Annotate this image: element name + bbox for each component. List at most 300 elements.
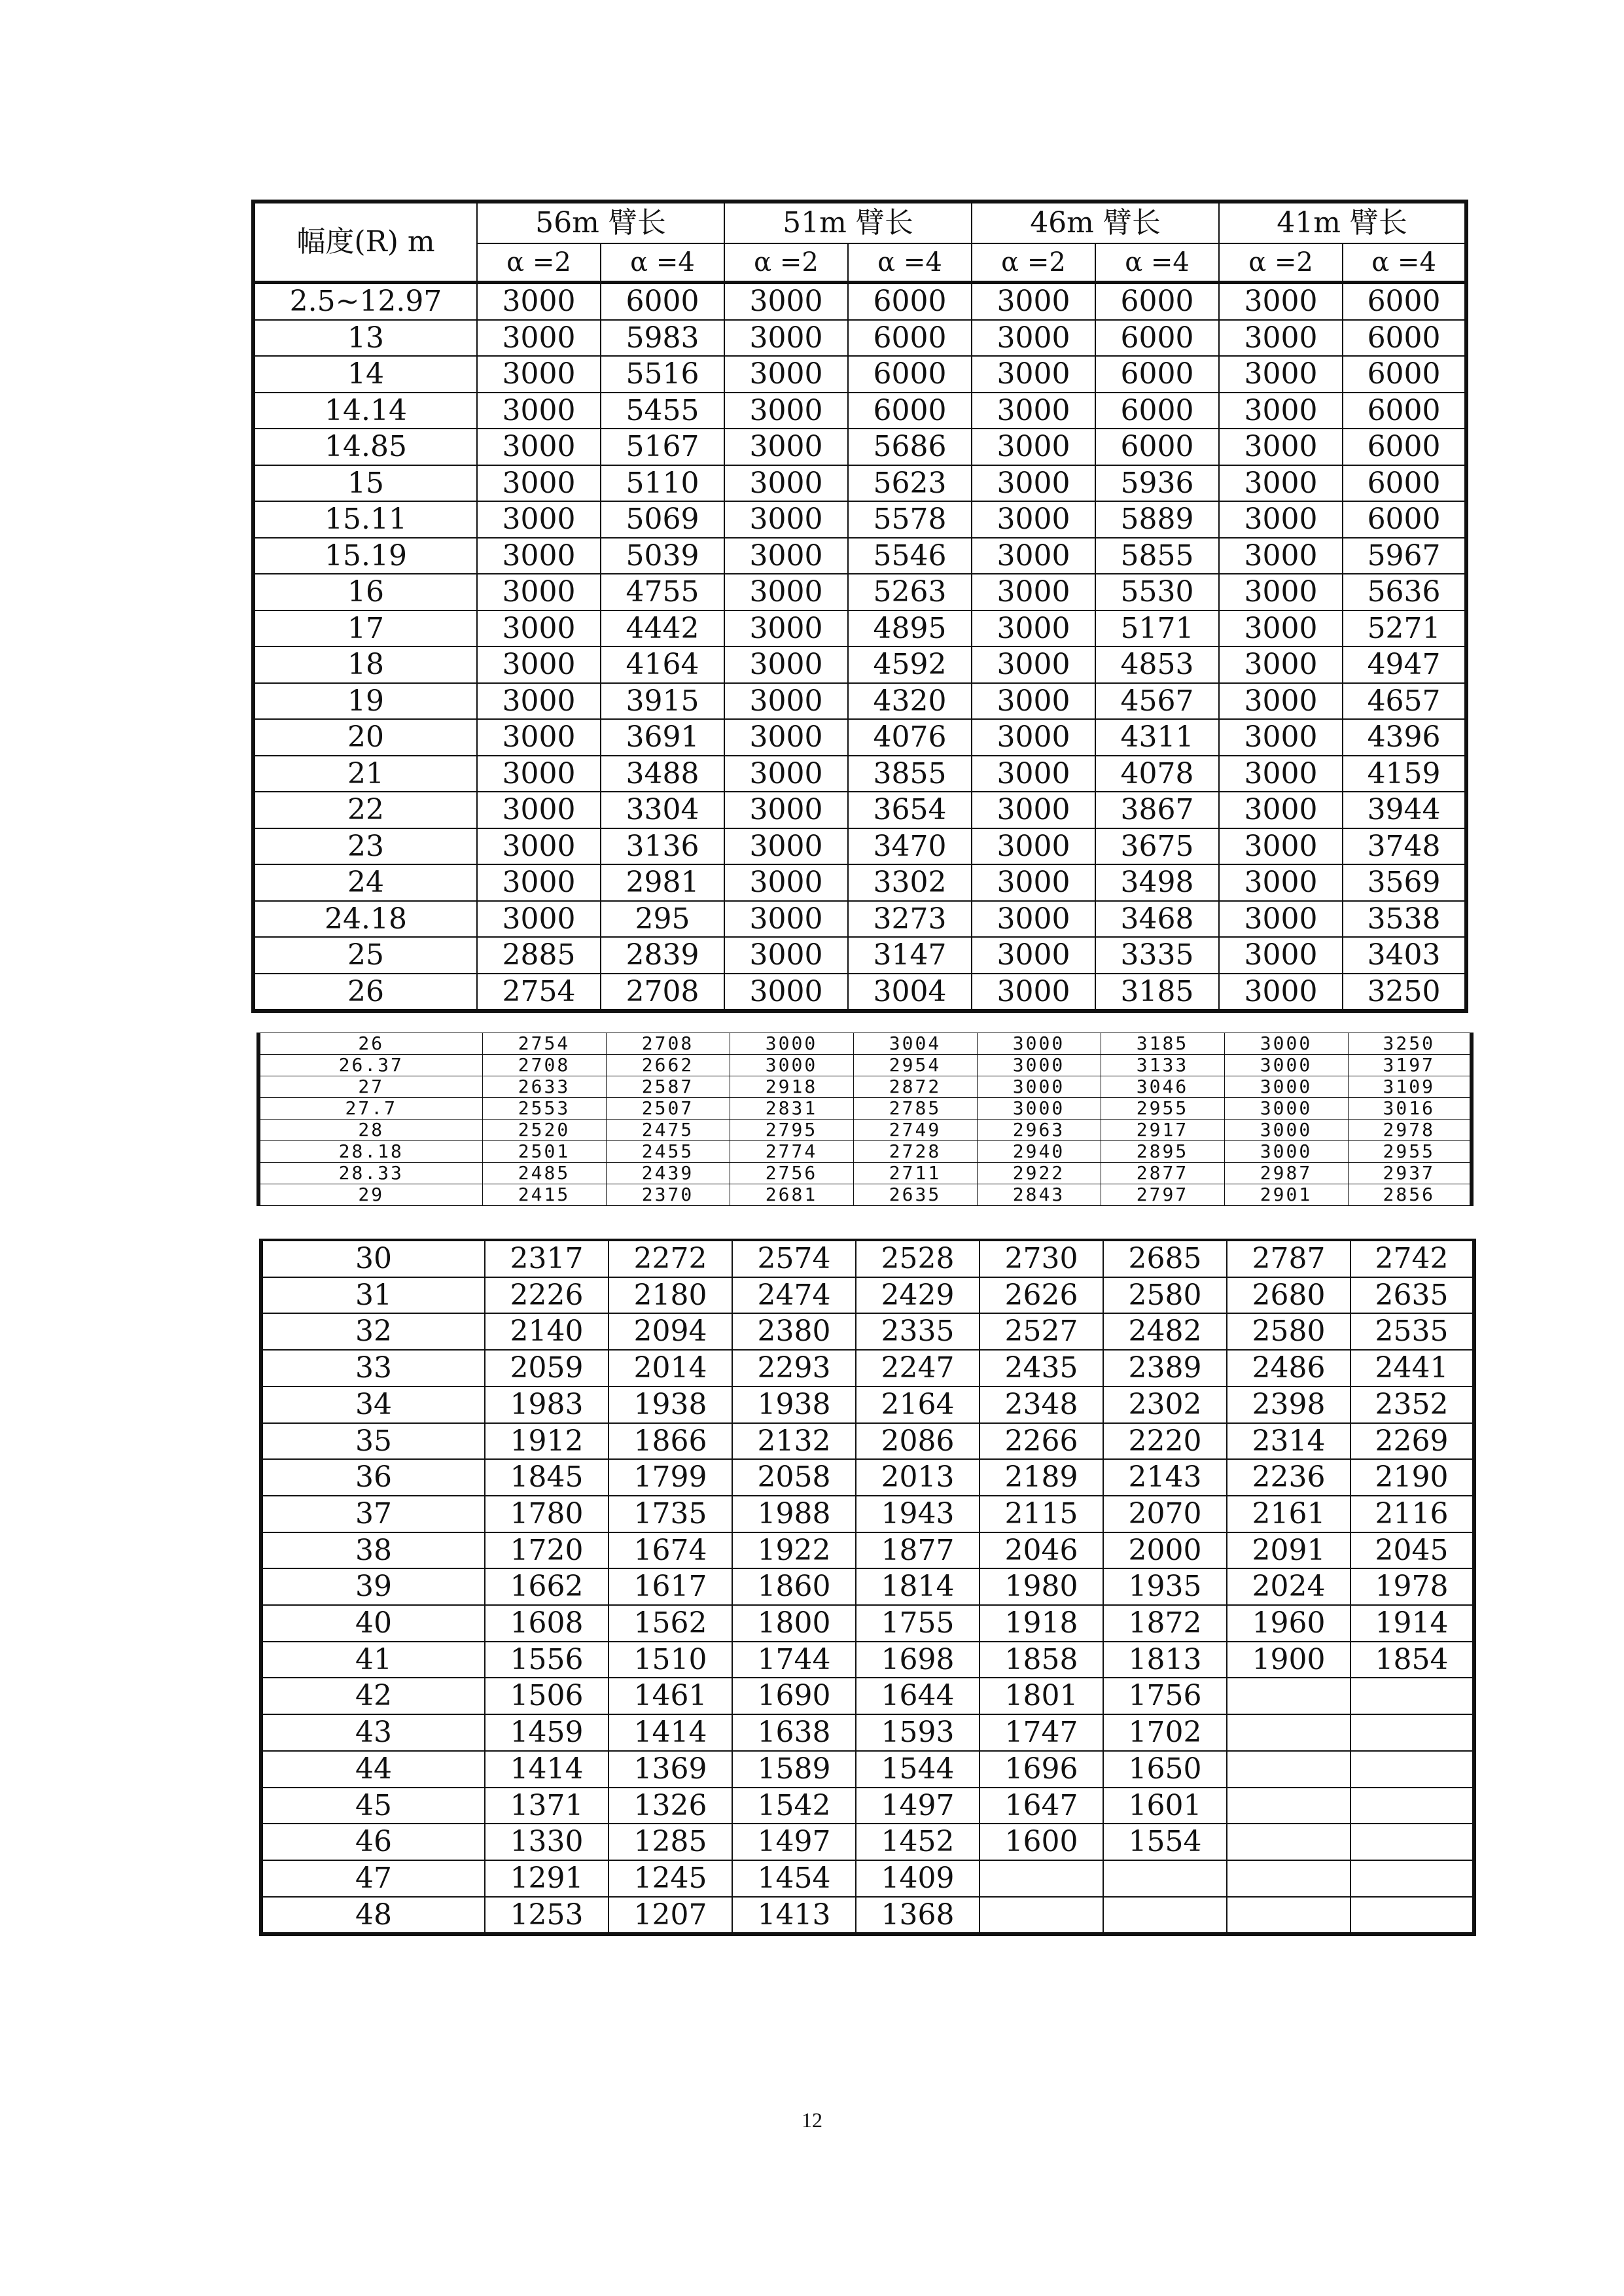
load-cell: 2435 (980, 1350, 1103, 1386)
load-cell: 1918 (980, 1605, 1103, 1642)
table-row (253, 792, 1466, 828)
load-cell: 1644 (856, 1678, 980, 1714)
load-cell: 1245 (609, 1860, 732, 1897)
load-cell: 1371 (485, 1788, 609, 1824)
load-cell: 2978 (1348, 1120, 1472, 1141)
load-cell: 1369 (609, 1751, 732, 1788)
load-cell: 3147 (848, 937, 972, 974)
load-cell: 5039 (601, 538, 724, 574)
load-table-middle-strip (256, 1033, 1474, 1206)
load-cell: 3000 (972, 465, 1095, 502)
load-cell: 2885 (477, 937, 601, 974)
table-row (258, 1141, 1472, 1163)
table-row (261, 1313, 1474, 1350)
table-row (258, 1033, 1472, 1055)
load-cell (1227, 1788, 1350, 1824)
load-cell: 2895 (1101, 1141, 1224, 1163)
load-cell: 3000 (972, 429, 1095, 465)
load-cell: 2482 (1103, 1313, 1227, 1350)
load-cell: 1799 (609, 1459, 732, 1496)
load-cell: 3000 (1224, 1141, 1348, 1163)
load-cell: 2059 (485, 1350, 609, 1386)
load-cell: 2164 (856, 1386, 980, 1423)
load-cell: 3000 (1219, 538, 1343, 574)
alpha-header: α =2 (724, 243, 848, 283)
load-cell: 2711 (853, 1163, 977, 1184)
load-cell: 1506 (485, 1678, 609, 1714)
load-cell: 5069 (601, 501, 724, 538)
load-cell: 3000 (477, 356, 601, 393)
load-cell: 3000 (477, 646, 601, 683)
radius-cell: 19 (253, 683, 477, 720)
load-cell: 2507 (606, 1098, 730, 1120)
load-cell: 2013 (856, 1459, 980, 1496)
load-cell: 3000 (724, 792, 848, 828)
radius-cell: 28 (258, 1120, 482, 1141)
load-cell: 3000 (724, 356, 848, 393)
load-cell: 3000 (972, 901, 1095, 938)
radius-cell: 34 (261, 1386, 485, 1423)
radius-cell: 28.18 (258, 1141, 482, 1163)
load-cell: 4947 (1343, 646, 1466, 683)
table-row (258, 1098, 1472, 1120)
load-cell: 1638 (732, 1714, 856, 1751)
load-cell: 3000 (1224, 1098, 1348, 1120)
load-cell: 3000 (972, 792, 1095, 828)
load-cell: 1608 (485, 1605, 609, 1642)
load-cell: 1409 (856, 1860, 980, 1897)
load-cell: 1544 (856, 1751, 980, 1788)
load-cell: 1845 (485, 1459, 609, 1496)
table-row (253, 828, 1466, 865)
load-cell: 3000 (972, 683, 1095, 720)
load-cell: 5263 (848, 574, 972, 610)
load-cell: 4311 (1095, 719, 1219, 756)
load-cell: 3000 (972, 937, 1095, 974)
load-cell: 3000 (1219, 610, 1343, 647)
load-cell: 3000 (724, 683, 848, 720)
load-cell: 2474 (732, 1277, 856, 1314)
load-cell: 6000 (848, 356, 972, 393)
load-cell: 2981 (601, 864, 724, 901)
load-cell: 3000 (972, 719, 1095, 756)
load-cell (1227, 1751, 1350, 1788)
radius-cell: 2.5~12.97 (253, 283, 477, 320)
radius-cell: 36 (261, 1459, 485, 1496)
load-cell: 2236 (1227, 1459, 1350, 1496)
load-cell: 2293 (732, 1350, 856, 1386)
load-cell: 3944 (1343, 792, 1466, 828)
load-cell: 2535 (1350, 1313, 1474, 1350)
table-row (253, 465, 1466, 502)
load-cell: 4895 (848, 610, 972, 647)
load-cell: 3654 (848, 792, 972, 828)
load-cell: 2662 (606, 1055, 730, 1076)
table-row (261, 1642, 1474, 1678)
table-row (253, 864, 1466, 901)
load-cell: 1461 (609, 1678, 732, 1714)
load-cell: 2918 (730, 1076, 853, 1098)
load-cell: 3000 (724, 283, 848, 320)
load-cell: 2756 (730, 1163, 853, 1184)
load-cell: 3000 (724, 901, 848, 938)
load-cell: 3000 (972, 756, 1095, 792)
load-cell: 1756 (1103, 1678, 1227, 1714)
radius-cell: 42 (261, 1678, 485, 1714)
load-cell: 3000 (724, 756, 848, 792)
load-cell: 1720 (485, 1532, 609, 1569)
table-row (261, 1350, 1474, 1386)
load-cell: 5455 (601, 393, 724, 429)
load-cell: 2116 (1350, 1496, 1474, 1532)
load-cell (980, 1897, 1103, 1935)
load-cell: 5167 (601, 429, 724, 465)
load-cell: 2180 (609, 1277, 732, 1314)
load-cell: 5546 (848, 538, 972, 574)
load-cell (1227, 1824, 1350, 1860)
radius-cell: 21 (253, 756, 477, 792)
load-cell (1227, 1897, 1350, 1935)
load-cell (1227, 1714, 1350, 1751)
load-cell: 3185 (1095, 974, 1219, 1012)
load-cell: 1291 (485, 1860, 609, 1897)
load-cell: 1542 (732, 1788, 856, 1824)
radius-cell: 26.37 (258, 1055, 482, 1076)
load-cell: 1912 (485, 1423, 609, 1460)
load-cell: 3302 (848, 864, 972, 901)
load-cell: 3000 (724, 864, 848, 901)
load-cell (1103, 1897, 1227, 1935)
load-cell: 2269 (1350, 1423, 1474, 1460)
load-cell: 1650 (1103, 1751, 1227, 1788)
table-row (253, 356, 1466, 393)
load-cell: 2140 (485, 1313, 609, 1350)
load-cell (1350, 1788, 1474, 1824)
load-cell: 2455 (606, 1141, 730, 1163)
load-cell: 2553 (482, 1098, 606, 1120)
load-cell: 2839 (601, 937, 724, 974)
load-cell: 2877 (1101, 1163, 1224, 1184)
table-row (261, 1386, 1474, 1423)
load-cell: 2314 (1227, 1423, 1350, 1460)
load-cell (1350, 1860, 1474, 1897)
load-cell: 2352 (1350, 1386, 1474, 1423)
load-table-middle-body (258, 1033, 1472, 1206)
radius-cell: 30 (261, 1240, 485, 1277)
load-cell: 3000 (724, 610, 848, 647)
radius-cell: 40 (261, 1605, 485, 1642)
load-cell: 5623 (848, 465, 972, 502)
load-cell: 1554 (1103, 1824, 1227, 1860)
radius-cell: 25 (253, 937, 477, 974)
load-cell: 3498 (1095, 864, 1219, 901)
radius-cell: 47 (261, 1860, 485, 1897)
table-row (261, 1459, 1474, 1496)
load-cell: 2091 (1227, 1532, 1350, 1569)
load-cell: 2389 (1103, 1350, 1227, 1386)
load-cell: 1562 (609, 1605, 732, 1642)
load-cell: 3000 (477, 393, 601, 429)
radius-cell: 46 (261, 1824, 485, 1860)
header-row-booms (253, 202, 1466, 243)
load-cell: 3000 (1219, 828, 1343, 865)
boom-header-46m: 46m 臂长 (972, 202, 1219, 243)
load-cell: 1813 (1103, 1642, 1227, 1678)
radius-cell: 35 (261, 1423, 485, 1460)
load-cell: 1413 (732, 1897, 856, 1935)
radius-cell: 27.7 (258, 1098, 482, 1120)
table-row (261, 1277, 1474, 1314)
load-cell: 2749 (853, 1120, 977, 1141)
load-cell: 3000 (1219, 756, 1343, 792)
load-cell: 3000 (977, 1098, 1101, 1120)
load-cell: 3000 (977, 1033, 1101, 1055)
load-cell: 3748 (1343, 828, 1466, 865)
load-cell: 2785 (853, 1098, 977, 1120)
load-cell: 2626 (980, 1277, 1103, 1314)
table-row (253, 937, 1466, 974)
radius-cell: 20 (253, 719, 477, 756)
load-cell: 3000 (1219, 683, 1343, 720)
radius-cell: 14.14 (253, 393, 477, 429)
load-cell: 1744 (732, 1642, 856, 1678)
table-row (261, 1788, 1474, 1824)
table-row (253, 756, 1466, 792)
load-cell: 3000 (724, 429, 848, 465)
load-cell: 3000 (1219, 356, 1343, 393)
radius-cell: 24 (253, 864, 477, 901)
load-cell: 1696 (980, 1751, 1103, 1788)
load-cell: 2528 (856, 1240, 980, 1277)
load-cell: 2730 (980, 1240, 1103, 1277)
load-cell: 6000 (1343, 320, 1466, 357)
load-cell: 6000 (1095, 356, 1219, 393)
load-cell: 2501 (482, 1141, 606, 1163)
table-row (261, 1532, 1474, 1569)
load-cell: 3855 (848, 756, 972, 792)
load-cell: 2856 (1348, 1184, 1472, 1206)
load-cell: 2580 (1103, 1277, 1227, 1314)
load-cell: 6000 (1343, 393, 1466, 429)
alpha-header: α =2 (972, 243, 1095, 283)
load-cell: 2000 (1103, 1532, 1227, 1569)
load-cell: 1674 (609, 1532, 732, 1569)
load-cell: 3488 (601, 756, 724, 792)
load-cell: 3000 (972, 828, 1095, 865)
load-cell: 3000 (1219, 901, 1343, 938)
load-cell: 3016 (1348, 1098, 1472, 1120)
load-cell: 3403 (1343, 937, 1466, 974)
load-cell: 3675 (1095, 828, 1219, 865)
load-cell: 1914 (1350, 1605, 1474, 1642)
table-row (253, 646, 1466, 683)
load-cell: 2708 (601, 974, 724, 1012)
load-cell: 3004 (853, 1033, 977, 1055)
table-row (261, 1496, 1474, 1532)
load-cell: 2143 (1103, 1459, 1227, 1496)
load-cell: 3000 (1219, 429, 1343, 465)
load-cell: 2014 (609, 1350, 732, 1386)
load-cell: 3000 (977, 1076, 1101, 1098)
radius-cell: 14.85 (253, 429, 477, 465)
alpha-header: α =2 (477, 243, 601, 283)
radius-cell: 27 (258, 1076, 482, 1098)
load-cell: 1854 (1350, 1642, 1474, 1678)
radius-cell: 15 (253, 465, 477, 502)
load-cell: 3136 (601, 828, 724, 865)
boom-header-51m: 51m 臂长 (724, 202, 972, 243)
load-cell: 3000 (972, 538, 1095, 574)
load-cell: 1980 (980, 1568, 1103, 1605)
radius-cell: 38 (261, 1532, 485, 1569)
load-cell: 1938 (732, 1386, 856, 1423)
load-cell: 2058 (732, 1459, 856, 1496)
load-cell: 6000 (848, 283, 972, 320)
table-row (253, 538, 1466, 574)
load-cell: 1735 (609, 1496, 732, 1532)
radius-cell: 29 (258, 1184, 482, 1206)
table-row (261, 1824, 1474, 1860)
load-cell: 2797 (1101, 1184, 1224, 1206)
load-cell: 2635 (853, 1184, 977, 1206)
load-cell: 2774 (730, 1141, 853, 1163)
load-cell: 3569 (1343, 864, 1466, 901)
load-cell: 2708 (606, 1033, 730, 1055)
load-cell: 3000 (972, 501, 1095, 538)
table-row (258, 1163, 1472, 1184)
load-cell: 3000 (477, 864, 601, 901)
load-cell: 6000 (1343, 283, 1466, 320)
load-cell: 6000 (1095, 320, 1219, 357)
load-cell: 1617 (609, 1568, 732, 1605)
table-row (258, 1055, 1472, 1076)
load-cell: 3000 (724, 538, 848, 574)
load-cell: 1589 (732, 1751, 856, 1788)
load-cell: 1983 (485, 1386, 609, 1423)
load-cell: 1414 (485, 1751, 609, 1788)
radius-cell: 18 (253, 646, 477, 683)
load-cell: 2917 (1101, 1120, 1224, 1141)
load-cell: 2024 (1227, 1568, 1350, 1605)
load-cell: 1207 (609, 1897, 732, 1935)
radius-cell: 26 (253, 974, 477, 1012)
load-cell: 2132 (732, 1423, 856, 1460)
radius-cell: 17 (253, 610, 477, 647)
load-cell: 1858 (980, 1642, 1103, 1678)
load-cell: 6000 (1095, 283, 1219, 320)
load-cell: 3000 (477, 901, 601, 938)
load-cell: 6000 (1095, 429, 1219, 465)
load-cell: 4567 (1095, 683, 1219, 720)
load-cell: 3000 (1224, 1033, 1348, 1055)
load-cell: 4078 (1095, 756, 1219, 792)
load-cell: 3000 (724, 646, 848, 683)
load-cell: 4159 (1343, 756, 1466, 792)
load-cell: 3000 (477, 574, 601, 610)
load-cell: 3000 (1219, 574, 1343, 610)
load-cell: 2940 (977, 1141, 1101, 1163)
load-cell: 5110 (601, 465, 724, 502)
load-cell: 2302 (1103, 1386, 1227, 1423)
load-cell: 2754 (477, 974, 601, 1012)
load-cell: 2635 (1350, 1277, 1474, 1314)
radius-cell: 13 (253, 320, 477, 357)
load-cell: 295 (601, 901, 724, 938)
radius-cell: 14 (253, 356, 477, 393)
load-table-top (251, 200, 1468, 1013)
load-cell: 2070 (1103, 1496, 1227, 1532)
radius-header: 幅度(R) m (253, 202, 477, 283)
load-cell (1350, 1824, 1474, 1860)
table-row (258, 1120, 1472, 1141)
table-row (253, 683, 1466, 720)
load-cell: 1698 (856, 1642, 980, 1678)
table-row (253, 283, 1466, 320)
load-cell: 2094 (609, 1313, 732, 1350)
table-row (261, 1568, 1474, 1605)
load-cell (1227, 1678, 1350, 1714)
load-cell: 3000 (724, 465, 848, 502)
load-cell: 3470 (848, 828, 972, 865)
load-cell: 2220 (1103, 1423, 1227, 1460)
load-cell: 3000 (972, 646, 1095, 683)
load-cell: 3000 (1219, 393, 1343, 429)
table-row (253, 901, 1466, 938)
load-cell: 3915 (601, 683, 724, 720)
load-cell: 6000 (601, 283, 724, 320)
alpha-header: α =4 (848, 243, 972, 283)
load-cell: 2754 (482, 1033, 606, 1055)
radius-cell: 48 (261, 1897, 485, 1935)
load-cell: 6000 (848, 393, 972, 429)
load-cell: 6000 (1343, 356, 1466, 393)
load-table-top-body (253, 202, 1466, 1011)
load-cell: 3000 (972, 283, 1095, 320)
load-cell: 3197 (1348, 1055, 1472, 1076)
load-cell: 2685 (1103, 1240, 1227, 1277)
load-cell: 1755 (856, 1605, 980, 1642)
load-cell: 3000 (1219, 465, 1343, 502)
load-cell: 1497 (732, 1824, 856, 1860)
radius-cell: 33 (261, 1350, 485, 1386)
load-cell: 2189 (980, 1459, 1103, 1496)
load-cell: 3000 (972, 574, 1095, 610)
load-cell: 2045 (1350, 1532, 1474, 1569)
load-cell: 2266 (980, 1423, 1103, 1460)
load-cell: 5889 (1095, 501, 1219, 538)
load-cell: 6000 (1343, 429, 1466, 465)
load-cell: 1647 (980, 1788, 1103, 1824)
load-cell: 4592 (848, 646, 972, 683)
load-cell: 2247 (856, 1350, 980, 1386)
load-cell: 1702 (1103, 1714, 1227, 1751)
radius-cell: 43 (261, 1714, 485, 1751)
load-cell: 1326 (609, 1788, 732, 1824)
load-cell: 2380 (732, 1313, 856, 1350)
load-cell: 1662 (485, 1568, 609, 1605)
load-cell: 3000 (972, 610, 1095, 647)
load-cell: 1368 (856, 1897, 980, 1935)
load-cell: 3000 (477, 283, 601, 320)
load-cell: 2955 (1348, 1141, 1472, 1163)
load-cell: 4320 (848, 683, 972, 720)
load-table-bottom (259, 1239, 1476, 1936)
load-cell: 2922 (977, 1163, 1101, 1184)
load-cell: 1414 (609, 1714, 732, 1751)
radius-cell: 15.19 (253, 538, 477, 574)
load-cell: 6000 (1343, 465, 1466, 502)
load-cell: 1922 (732, 1532, 856, 1569)
